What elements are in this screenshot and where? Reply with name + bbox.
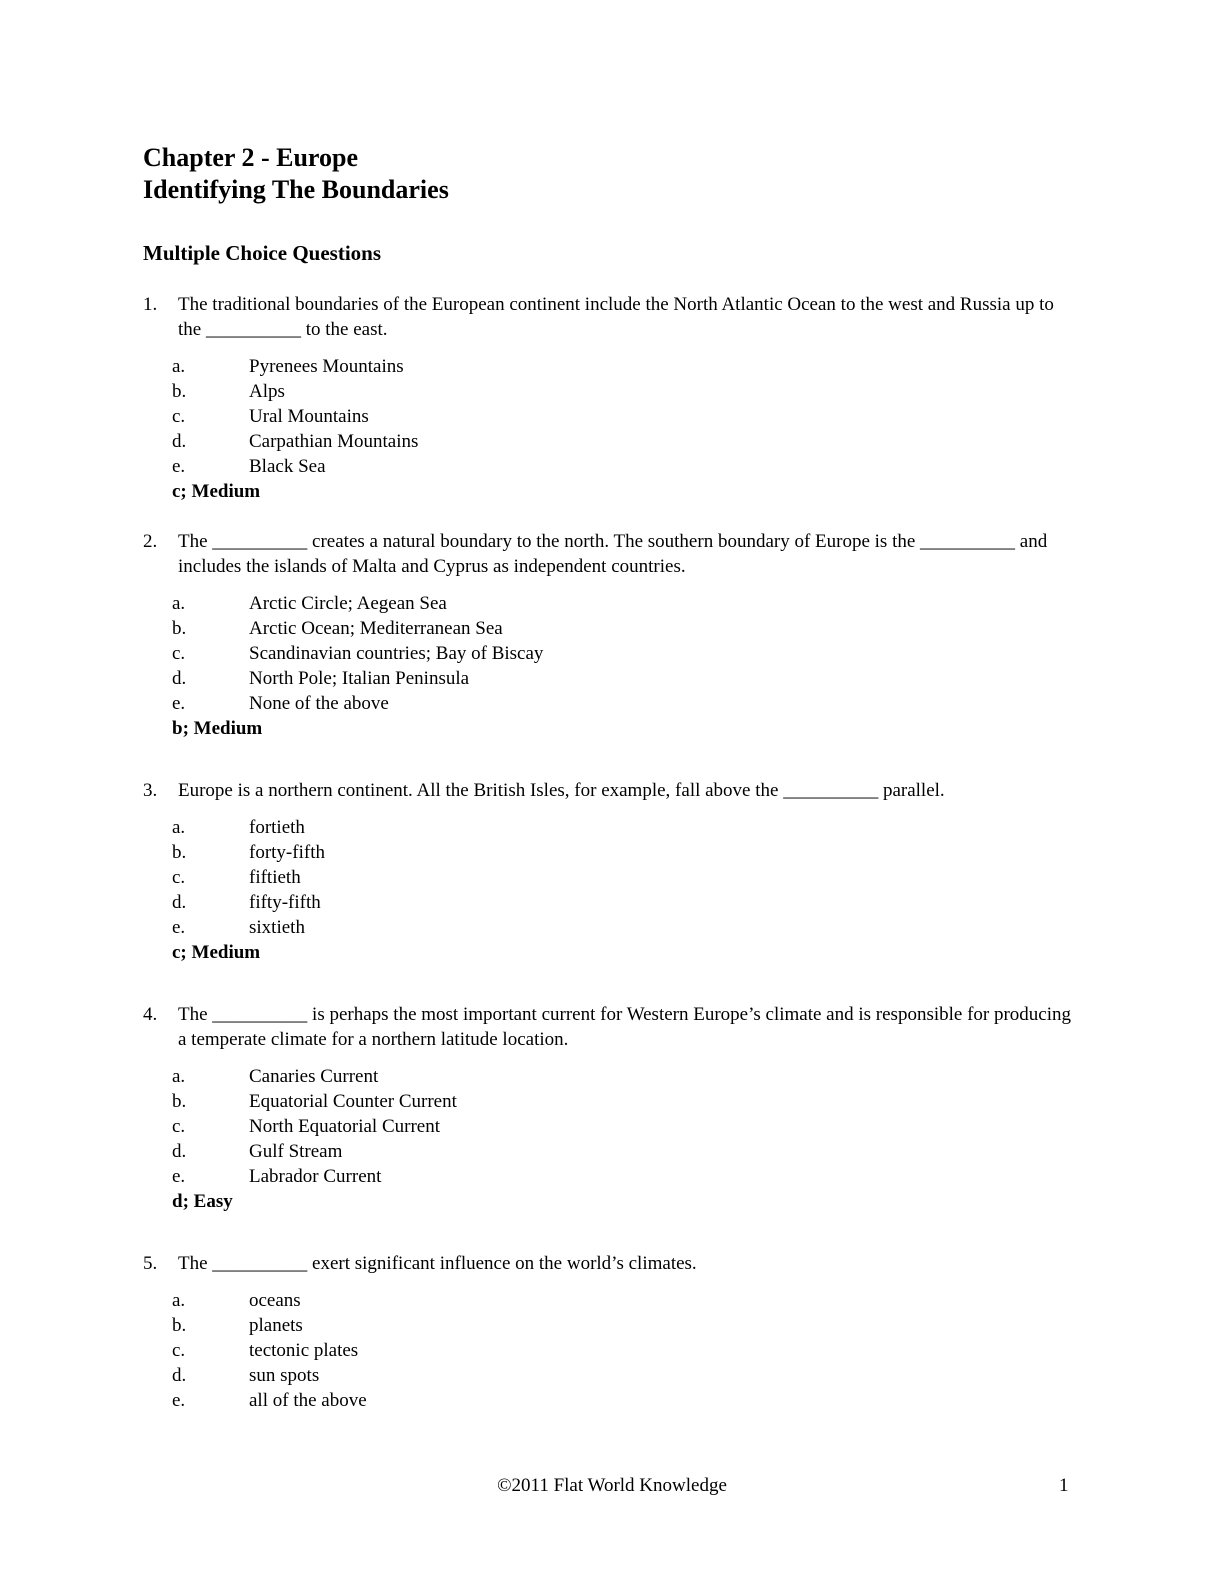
option-text: Pyrenees Mountains <box>249 356 404 377</box>
option-text: planets <box>249 1315 303 1336</box>
option-text: Carpathian Mountains <box>249 431 419 452</box>
answer-options <box>143 815 1073 940</box>
option-letter: e. <box>172 1166 186 1187</box>
option-text: fifty-fifth <box>249 892 321 913</box>
question-1 <box>143 292 1073 504</box>
option-letter: a. <box>172 593 186 614</box>
option-b <box>172 1089 1073 1114</box>
option-text: Arctic Ocean; Mediterranean Sea <box>249 618 503 639</box>
option-text: None of the above <box>249 693 389 714</box>
answer-options <box>143 591 1073 716</box>
footer-copyright: ©2011 Flat World Knowledge <box>497 1475 727 1496</box>
option-text: North Equatorial Current <box>249 1116 441 1137</box>
option-a <box>172 591 1073 616</box>
question-number: 2. <box>143 531 158 552</box>
option-text: Scandinavian countries; Bay of Biscay <box>249 643 544 664</box>
question-number: 4. <box>143 1004 158 1025</box>
option-text: sun spots <box>249 1365 320 1386</box>
question-text: The traditional boundaries of the European continent include the North Atlantic Ocean to the west and Russia up to the __________ to the east. <box>178 294 1054 340</box>
option-letter: a. <box>172 817 186 838</box>
option-text: North Pole; Italian Peninsula <box>249 668 470 689</box>
option-c <box>172 641 1073 666</box>
option-b <box>172 616 1073 641</box>
option-b <box>172 840 1073 865</box>
option-letter: a. <box>172 356 186 377</box>
option-letter: a. <box>172 1066 186 1087</box>
option-a <box>172 1288 1073 1313</box>
option-letter: b. <box>172 842 187 863</box>
page-number: 1 <box>1059 1475 1069 1496</box>
option-letter: e. <box>172 1390 186 1411</box>
page-title <box>143 142 449 206</box>
option-c <box>172 404 1073 429</box>
option-text: all of the above <box>249 1390 367 1411</box>
option-letter: d. <box>172 1365 187 1386</box>
chapter-title: Chapter 2 - Europe <box>143 143 358 172</box>
option-a <box>172 1064 1073 1089</box>
question-3 <box>143 778 1073 965</box>
option-text: Black Sea <box>249 456 326 477</box>
question-4 <box>143 1002 1073 1214</box>
option-letter: c. <box>172 406 186 427</box>
option-e <box>172 1388 1073 1413</box>
answer-options <box>143 1288 1073 1413</box>
question-2 <box>143 529 1073 741</box>
answer-key: d; Easy <box>172 1191 233 1212</box>
option-text: Equatorial Counter Current <box>249 1091 457 1112</box>
chapter-subtitle: Identifying The Boundaries <box>143 175 449 204</box>
question-stem <box>143 778 1073 803</box>
option-letter: e. <box>172 456 186 477</box>
option-letter: a. <box>172 1290 186 1311</box>
option-letter: d. <box>172 431 187 452</box>
question-stem <box>143 529 1073 579</box>
option-letter: c. <box>172 643 186 664</box>
option-letter: d. <box>172 668 187 689</box>
option-a <box>172 815 1073 840</box>
option-letter: b. <box>172 1315 187 1336</box>
option-text: Gulf Stream <box>249 1141 343 1162</box>
option-a <box>172 354 1073 379</box>
answer-key: c; Medium <box>172 942 261 963</box>
option-c <box>172 1338 1073 1363</box>
option-letter: c. <box>172 867 186 888</box>
option-text: oceans <box>249 1290 301 1311</box>
question-text: Europe is a northern continent. All the British Isles, for example, fall above the __________ parallel. <box>178 780 945 801</box>
option-letter: b. <box>172 381 187 402</box>
option-letter: b. <box>172 1091 187 1112</box>
option-b <box>172 379 1073 404</box>
question-number: 5. <box>143 1253 158 1274</box>
option-text: Alps <box>249 381 285 402</box>
option-text: tectonic plates <box>249 1340 359 1361</box>
option-d <box>172 890 1073 915</box>
question-stem <box>143 1002 1073 1052</box>
option-letter: b. <box>172 618 187 639</box>
answer-options <box>143 1064 1073 1189</box>
option-d <box>172 429 1073 454</box>
option-d <box>172 1139 1073 1164</box>
question-text: The __________ creates a natural boundary to the north. The southern boundary of Europe is the __________ and includes the islands of Malta and Cyprus as independent countries. <box>178 531 1048 577</box>
option-text: forty-fifth <box>249 842 325 863</box>
answer-key: c; Medium <box>172 481 261 502</box>
option-c <box>172 865 1073 890</box>
answer-key: b; Medium <box>172 718 263 739</box>
option-letter: e. <box>172 693 186 714</box>
question-5 <box>143 1251 1073 1413</box>
question-stem <box>143 1251 1073 1276</box>
option-b <box>172 1313 1073 1338</box>
option-letter: d. <box>172 1141 187 1162</box>
option-e <box>172 915 1073 940</box>
option-e <box>172 1164 1073 1189</box>
option-text: sixtieth <box>249 917 305 938</box>
option-letter: c. <box>172 1116 186 1137</box>
question-stem <box>143 292 1073 342</box>
option-text: fortieth <box>249 817 305 838</box>
option-text: fiftieth <box>249 867 301 888</box>
option-letter: d. <box>172 892 187 913</box>
option-d <box>172 666 1073 691</box>
option-e <box>172 454 1073 479</box>
option-text: Ural Mountains <box>249 406 369 427</box>
option-letter: c. <box>172 1340 186 1361</box>
option-d <box>172 1363 1073 1388</box>
option-c <box>172 1114 1073 1139</box>
answer-options <box>143 354 1073 479</box>
option-letter: e. <box>172 917 186 938</box>
option-text: Canaries Current <box>249 1066 379 1087</box>
question-text: The __________ is perhaps the most important current for Western Europe’s climate and is responsible for producing a temperate climate for a northern latitude location. <box>178 1004 1072 1050</box>
question-number: 1. <box>143 294 158 315</box>
option-text: Arctic Circle; Aegean Sea <box>249 593 447 614</box>
question-number: 3. <box>143 780 158 801</box>
option-e <box>172 691 1073 716</box>
question-text: The __________ exert significant influence on the world’s climates. <box>178 1253 697 1274</box>
option-text: Labrador Current <box>249 1166 382 1187</box>
section-heading: Multiple Choice Questions <box>143 241 382 265</box>
